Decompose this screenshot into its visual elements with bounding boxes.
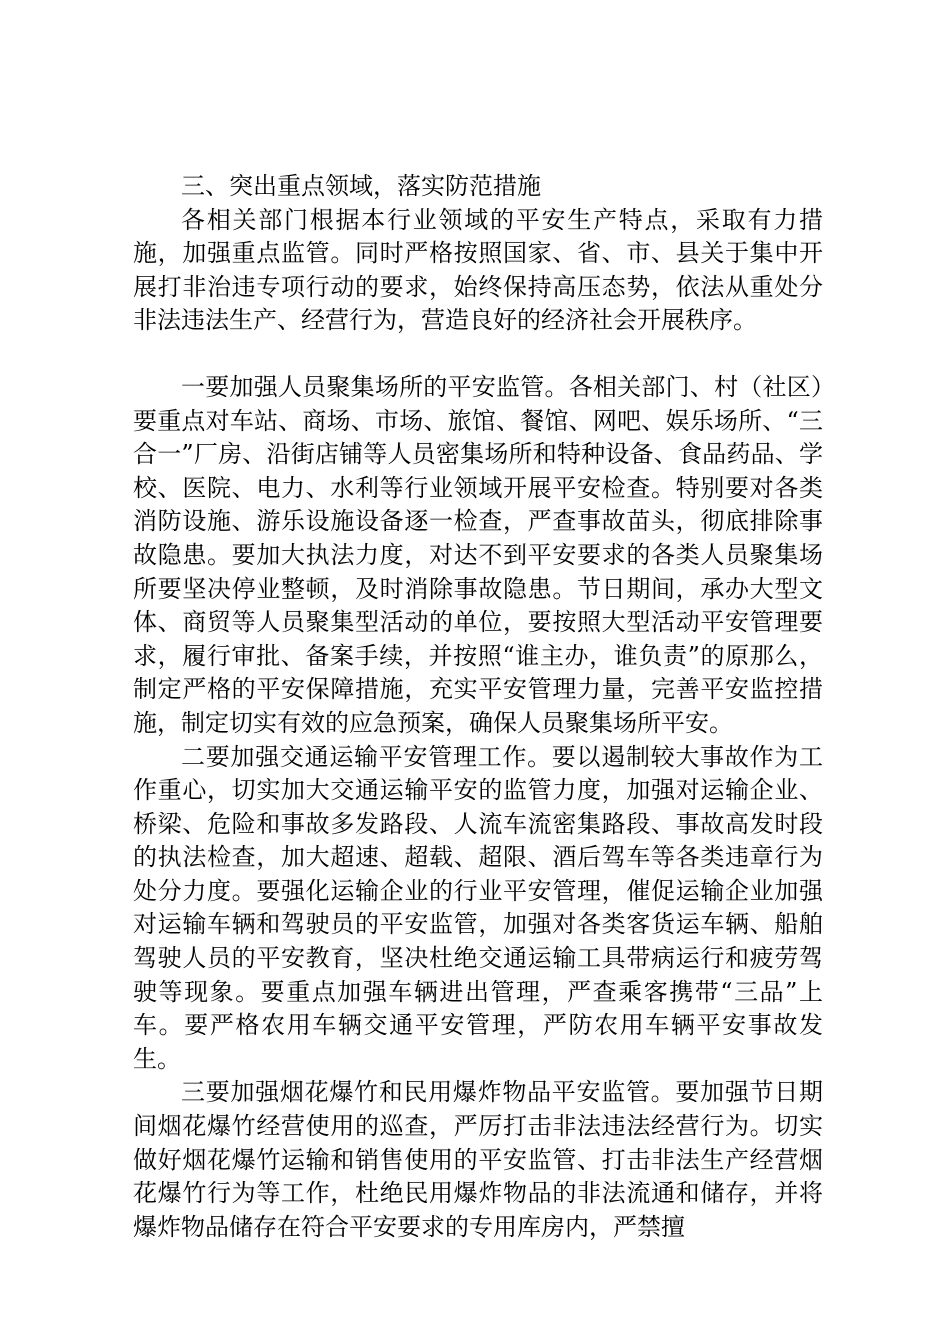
- document-body: [133, 170, 823, 1244]
- paragraph-crowded-places: 一要加强人员聚集场所的平安监管。各相关部门、村（社区）要重点对车站、商场、市场、旅馆、餐馆、网吧、娱乐场所、“三合一”厂房、沿街店铺等人员密集场所和特种设备、食品药品、学校、医院、电力、水利等行业领域开展平安检查。特别要对各类消防设施、游乐设施设备逐一检查，严查事故苗头，彻底排除事故隐患。要加大执法力度，对达不到平安要求的各类人员聚集场所要坚决停业整顿，及时消除事故隐患。节日期间，承办大型文体、商贸等人员聚集型活动的单位，要按照大型活动平安管理要求，履行审批、备案手续，并按照“谁主办，谁负责”的原那么，制定严格的平安保障措施，充实平安管理力量，完善平安监控措施，制定切实有效的应急预案，确保人员聚集场所平安。: [133, 372, 823, 737]
- paragraph-intro: 各相关部门根据本行业领域的平安生产特点，采取有力措施，加强重点监管。同时严格按照国家、省、市、县关于集中开展打非治违专项行动的要求，始终保持高压态势，依法从重处分非法违法生产、经营行为，营造良好的经济社会开展秩序。: [133, 205, 823, 335]
- paragraph-traffic-safety: 二要加强交通运输平安管理工作。要以遏制较大事故作为工作重心，切实加大交通运输平安的监管力度，加强对运输企业、桥梁、危险和事故多发路段、人流车流密集路段、事故高发时段的执法检查，加大超速、超载、超限、酒后驾车等各类违章行为处分力度。要强化运输企业的行业平安管理，催促运输企业加强对运输车辆和驾驶员的平安监管，加强对各类客货运车辆、船舶驾驶人员的平安教育，坚决杜绝交通运输工具带病运行和疲劳驾驶等现象。要重点加强车辆进出管理，严查乘客携带“三品”上车。要严格农用车辆交通平安管理，严防农用车辆平安事故发生。: [133, 742, 823, 1073]
- section-heading: 三、突出重点领域，落实防范措施: [181, 172, 541, 200]
- paragraph-fireworks-safety: 三要加强烟花爆竹和民用爆炸物品平安监管。要加强节日期间烟花爆竹经营使用的巡查，严厉打击非法违法经营行为。切实做好烟花爆竹运输和销售使用的平安监管、打击非法生产经营烟花爆竹行为等工作，杜绝民用爆炸物品的非法流通和储存，并将爆炸物品储存在符合平安要求的专用库房内，严禁擅: [133, 1078, 823, 1241]
